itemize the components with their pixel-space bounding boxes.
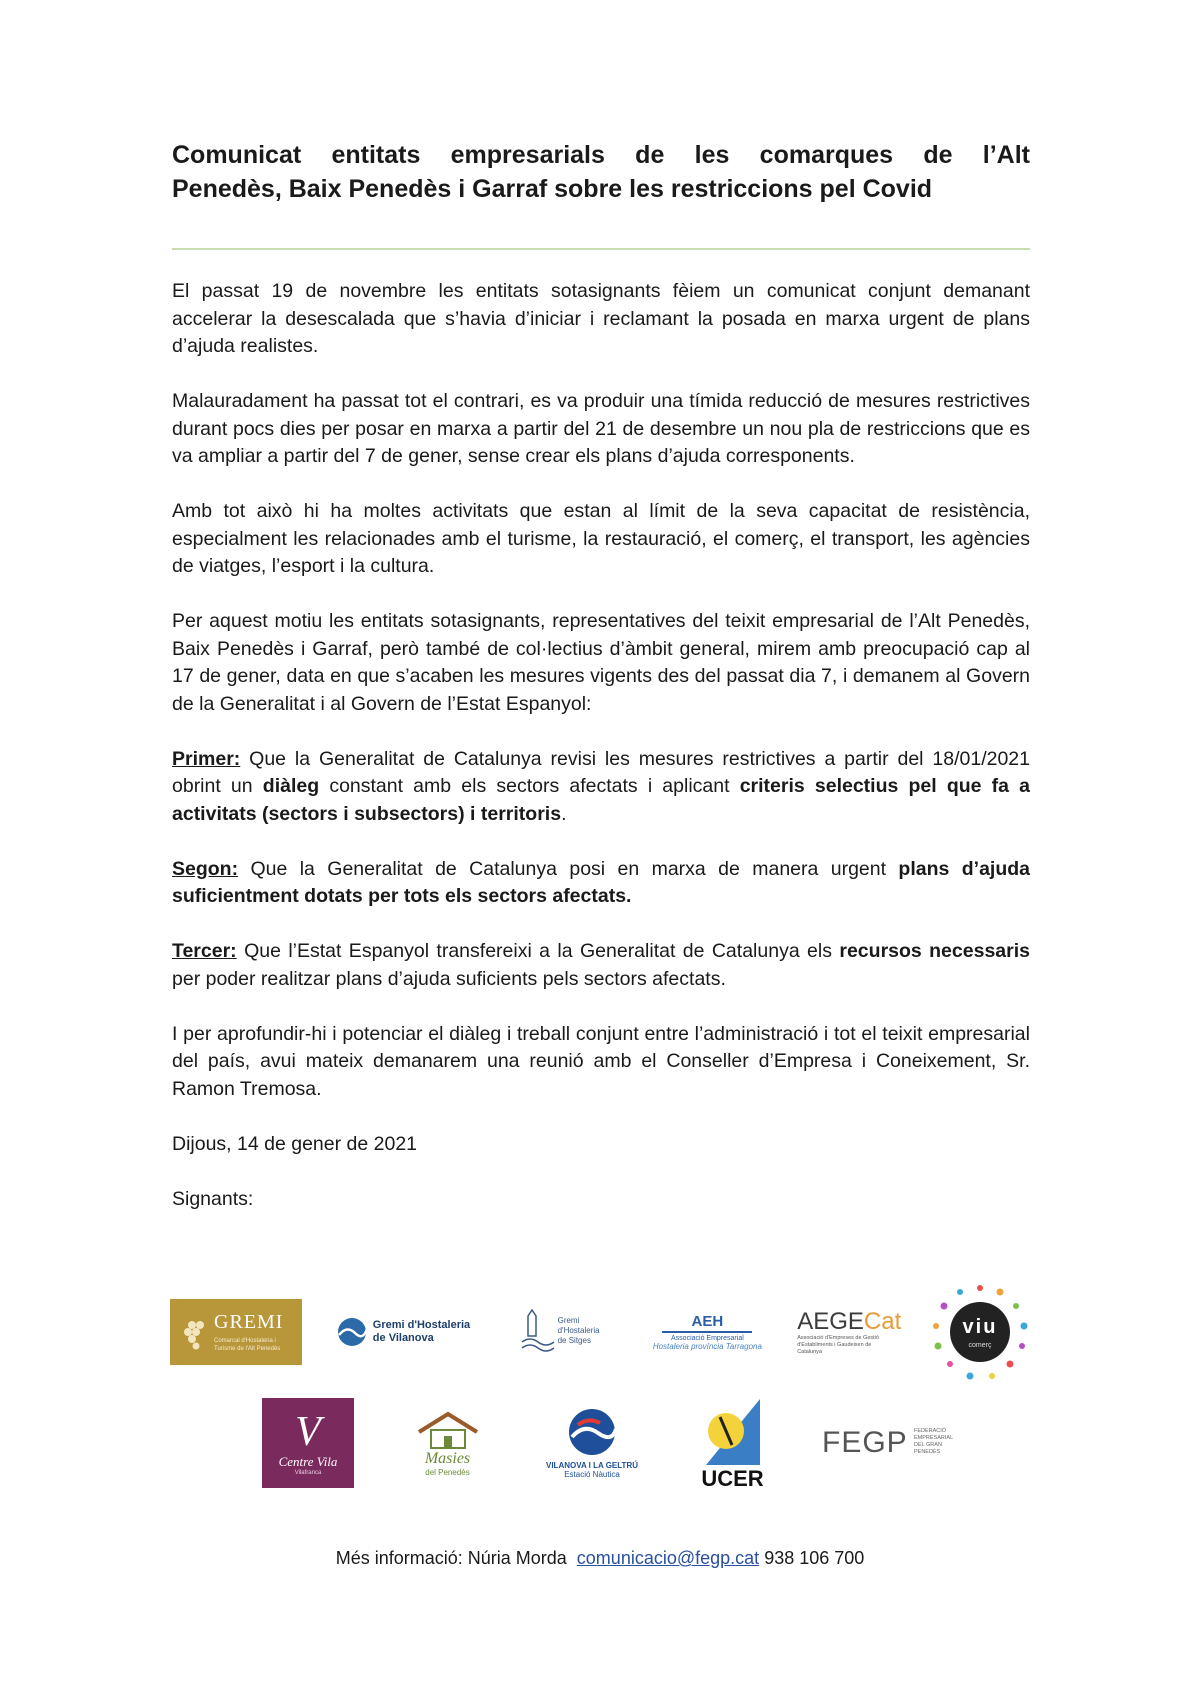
demand-second: Segon: Que la Generalitat de Catalunya posi en marxa de manera urgent plans d’ajuda suficientment dotats per tots els sectors afectats. bbox=[172, 857, 1031, 907]
logos-row-2 bbox=[262, 1388, 962, 1498]
logo-gremi-alt-penedes: GREMI Comarcal d'Hostaleria i Turisme de l'Alt Penedès bbox=[170, 1299, 302, 1365]
wave-sail-icon bbox=[564, 1407, 620, 1457]
demand-third: Tercer: Que l’Estat Espanyol transfereixi a la Generalitat de Catalunya els recursos necessaris per poder realitzar plans d’ajuda suficients pels sectors afectats. bbox=[172, 940, 1030, 990]
paragraph-closing: I per aprofundir-hi i potenciar el diàleg i treball conjunt entre l’administració i tot el teixit empresarial del país, avui mateix demanarem una reunió amb el Conseller d’Empresa i Coneixement, Sr. Ramon Tremosa. bbox=[172, 1022, 1030, 1100]
title-line-1: Comunicat entitats empresarials de les comarques de l’Alt bbox=[172, 141, 1030, 169]
logo-ucer: UCER bbox=[695, 1391, 771, 1495]
logo-viu-comerc: viu comerç bbox=[930, 1282, 1030, 1382]
footer-label: Més informació: Núria Morda bbox=[335, 1548, 567, 1568]
signants-label: Signants: bbox=[172, 1187, 254, 1210]
paragraph-demands-intro: Per aquest motiu les entitats sotasignants, representatives del teixit empresarial de l’Alt Penedès, Baix Penedès i Garraf, però també de col·lectius d’àmbit general, mirem amb preocupació cap al 17 de gener, data en que s’acaben les mesures vigents des del passat dia 7, i demanem al Govern de la Generalitat i al Govern de l’Estat Espanyol: bbox=[172, 610, 1030, 715]
title-line-2: Penedès, Baix Penedès i Garraf sobre les restriccions pel Covid bbox=[172, 175, 933, 203]
tower-icon bbox=[518, 1306, 558, 1356]
paragraph-affected-sectors: Amb tot això hi ha moltes activitats que estan al límit de la seva capacitat de resistència, especialment les relacionades amb el turisme, la restauració, el comerç, el transport, les agències de viatges, l’esport i la cultura. bbox=[172, 500, 1030, 577]
document-body bbox=[172, 278, 1030, 1241]
footer-email-link[interactable]: comunicacio@fegp.cat bbox=[576, 1548, 760, 1568]
demand-first: Primer: Que la Generalitat de Catalunya revisi les mesures restrictives a partir del 18/01/2021 obrint un diàleg constant amb els sectors afectats i aplicant criteris selectius pel que fa a activitats (sectors i subsectors) i territoris. bbox=[172, 747, 1031, 825]
logo-aegecat: AEGECat Associació d'Empreses de Gestió d'Establiments i Gaudeixen de Catalunya bbox=[797, 1307, 902, 1355]
footer-contact bbox=[0, 1548, 1200, 1569]
logo-gremi-hostaleria-vilanova: Gremi d'Hostaleria de Vilanova bbox=[335, 1307, 485, 1357]
logo-vilanova-estacio-nautica: VILANOVA I LA GELTRÚ Estació Nàutica bbox=[541, 1398, 643, 1488]
logos-row-1 bbox=[170, 1292, 1030, 1372]
logo-masies-penedes: Masies del Penedès bbox=[406, 1401, 490, 1485]
paragraph-context: Malauradament ha passat tot el contrari, es va produir una tímida reducció de mesures restrictives durant pocs dies per posar en marxa a partir del 21 de desembre un nou pla de restriccions que es va ampliar a partir del 7 de gener, sense crear els plans d’ajuda corresponents. bbox=[172, 390, 1030, 467]
footer-phone: 938 106 700 bbox=[764, 1548, 865, 1568]
logo-centre-vila: V Centre Vila Vilafranca bbox=[262, 1398, 354, 1488]
logo-gremi-hostaleria-sitges: Gremi d'Hostaleria de Sitges bbox=[518, 1302, 618, 1362]
paragraph-intro: El passat 19 de novembre les entitats sotasignants fèiem un comunicat conjunt demanant accelerar la desescalada que s’havia d’iniciar i reclamant la posada en marxa urgent de plans d’ajuda realistes. bbox=[172, 280, 1030, 357]
wave-icon bbox=[335, 1315, 369, 1349]
demand-second-label: Segon: bbox=[172, 857, 239, 880]
document-title bbox=[172, 138, 1030, 206]
document-date: Dijous, 14 de gener de 2021 bbox=[172, 1132, 418, 1155]
house-icon bbox=[413, 1410, 483, 1450]
title-divider bbox=[172, 248, 1030, 250]
logo-fegp: FEGP FEDERACIÓ EMPRESARIAL DEL GRAN PENEDÈS bbox=[822, 1426, 953, 1459]
demand-third-label: Tercer: bbox=[172, 940, 237, 962]
logo-aeh: AEH Associació Empresarial Hostaleria província Tarragona bbox=[652, 1313, 762, 1351]
demand-first-label: Primer: bbox=[172, 747, 241, 770]
sail-icon bbox=[698, 1395, 768, 1467]
